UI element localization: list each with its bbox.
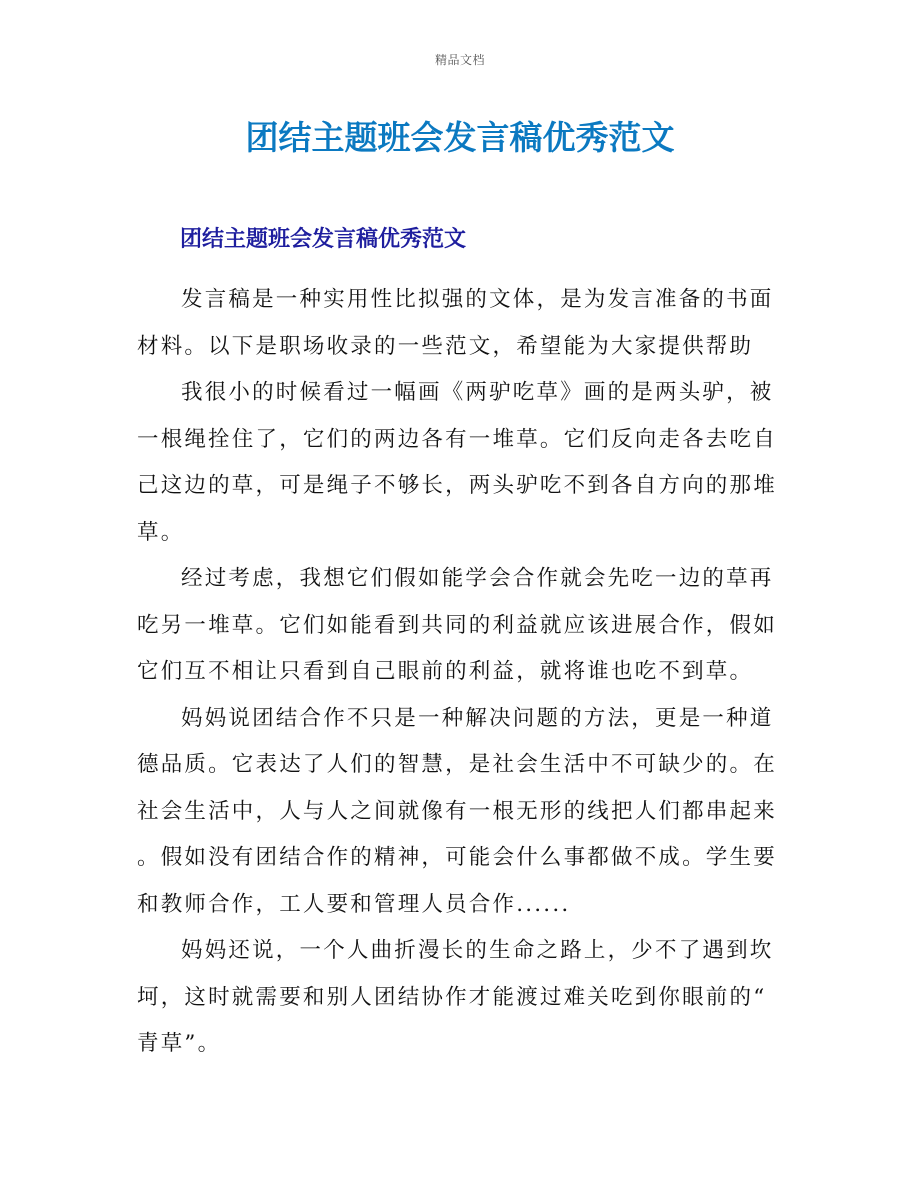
document-subtitle: 团结主题班会发言稿优秀范文 [180,227,467,252]
paragraph-line: 妈妈说团结合作不只是一种解决问题的方法，更是一种道 [181,705,774,731]
page-header-label: 精品文档 [434,53,485,67]
paragraph-5 [137,928,787,1068]
paragraph-line: 发言稿是一种实用性比拟强的文体，是为发言准备的书面 [181,287,774,312]
paragraph-line: 吃另一堆草。它们如能看到共同的利益就应该进展合作，假如 [137,612,777,638]
paragraph-line: 草。 [137,519,185,545]
paragraph-line: 。假如没有团结合作的精神，可能会什么事都做不成。学生要 [137,845,777,870]
paragraph-2 [137,370,787,556]
paragraph-3 [137,556,787,696]
paragraph-line: 经过考虑，我想它们假如能学会合作就会先吃一边的草再 [181,566,774,591]
paragraph-line: 材料。以下是职场收录的一些范文，希望能为大家提供帮助 [137,333,754,359]
paragraph-line: 德品质。它表达了人们的智慧，是社会生活中不可缺少的。在 [137,752,777,777]
paragraph-line: 和教师合作，工人要和管理人员合作...... [137,891,571,917]
paragraph-line: 我很小的时候看过一幅画《两驴吃草》画的是两头驴，被 [181,380,774,405]
paragraph-line: 己这边的草，可是绳子不够长，两头驴吃不到各自方向的那堆 [137,473,777,498]
paragraph-4 [137,696,787,929]
paragraph-line: 一根绳拴住了，它们的两边各有一堆草。它们反向走各去吃自 [137,426,777,452]
paragraph-line: 坷，这时就需要和别人团结协作才能渡过难关吃到你眼前的“ [137,984,767,1010]
paragraph-line: 青草”。 [137,1031,222,1056]
paragraph-line: 它们互不相让只看到自己眼前的利益，就将谁也吃不到草。 [137,659,754,684]
document-title: 团结主题班会发言稿优秀范文 [245,118,675,157]
paragraph-line: 妈妈还说，一个人曲折漫长的生命之路上，少不了遇到坎 [181,938,774,963]
document-body [137,277,787,1068]
paragraph-1 [137,277,787,370]
paragraph-line: 社会生活中，人与人之间就像有一根无形的线把人们都串起来 [137,798,777,824]
